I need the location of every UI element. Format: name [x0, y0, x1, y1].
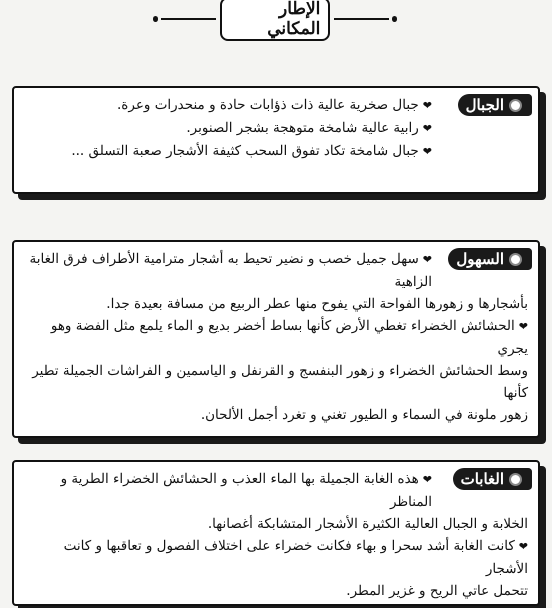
line-text: رابية عالية شامخة متوهجة بشجر الصنوبر. — [186, 120, 419, 136]
heart-bullet-icon: ❤ — [422, 99, 432, 112]
text-line — [24, 513, 528, 535]
line-text: تتحمل عاتي الريح و غزير المطر. — [346, 583, 528, 599]
line-text: الحشائش الخضراء تغطي الأرض كأنها بساط أخضر بديع و الماء يلمع مثل الفضة وهو يجري — [50, 318, 528, 357]
line-text: هذه الغابة الجميلة بها الماء العذب و الحشائش الخضراء الطرية و المناظر — [60, 471, 432, 510]
text-line — [24, 360, 528, 404]
text-line — [24, 315, 528, 360]
page-title: الإطار المكاني — [220, 0, 331, 41]
section-heading: الغابات — [460, 470, 504, 488]
text-line — [24, 94, 528, 117]
heart-bullet-icon: ❤ — [422, 253, 432, 266]
section-plains — [12, 240, 540, 438]
ornament-line — [161, 18, 215, 20]
line-text: الخلابة و الجبال العالية الكثيرة الأشجار المتشابكة أغصانها. — [207, 516, 528, 532]
line-text: جبال شامخة تكاد تفوق السحب كثيفة الأشجار صعبة التسلق ... — [71, 143, 419, 159]
line-text: وسط الحشائش الخضراء و زهور البنفسج و القرنفل و الياسمين و الفراشات الجميلة تطير كأنها — [32, 363, 528, 401]
section-heading: السهول — [456, 250, 504, 268]
section-mountains — [12, 86, 540, 194]
ornament-dot — [392, 16, 397, 22]
heart-bullet-icon: ❤ — [422, 473, 432, 486]
line-text: جبال صخرية عالية ذات ذؤابات حادة و منحدرات وعرة. — [117, 97, 419, 113]
section-heading-tab — [458, 94, 532, 116]
text-line — [24, 117, 528, 140]
text-line — [24, 404, 528, 426]
ornament-line — [334, 18, 388, 20]
section-heading-tab — [448, 248, 532, 270]
section-heading-tab — [453, 468, 532, 490]
line-text: سهل جميل خصب و نضير تحيط به أشجار مترامية الأطراف فرق الغابة الزاهية — [29, 251, 432, 290]
section-forests — [12, 460, 540, 606]
line-text: بأشجارها و زهورها الفواحة التي يفوح منها عطر الربيع من مسافة بعيدة جدا. — [106, 296, 528, 312]
line-text: كانت الغابة أشد سحرا و بهاء فكانت خضراء على اختلاف الفصول و تعاقبها و كانت الأشجار — [63, 538, 528, 577]
text-line — [24, 140, 528, 163]
bullet-circle-icon — [509, 253, 522, 266]
text-line — [24, 293, 528, 315]
line-text: زهور ملونة في السماء و الطيور تغني و تغرد أجمل الألحان. — [200, 407, 528, 423]
heart-bullet-icon: ❤ — [422, 145, 432, 158]
page-title-frame — [150, 0, 400, 39]
text-line — [24, 468, 528, 513]
section-heading: الجبال — [465, 96, 504, 114]
heart-bullet-icon: ❤ — [518, 320, 528, 333]
heart-bullet-icon: ❤ — [422, 122, 432, 135]
ornament-dot — [153, 16, 158, 22]
bullet-circle-icon — [509, 99, 522, 112]
heart-bullet-icon: ❤ — [518, 540, 528, 553]
bullet-circle-icon — [509, 473, 522, 486]
text-line — [24, 535, 528, 580]
text-line — [24, 580, 528, 602]
